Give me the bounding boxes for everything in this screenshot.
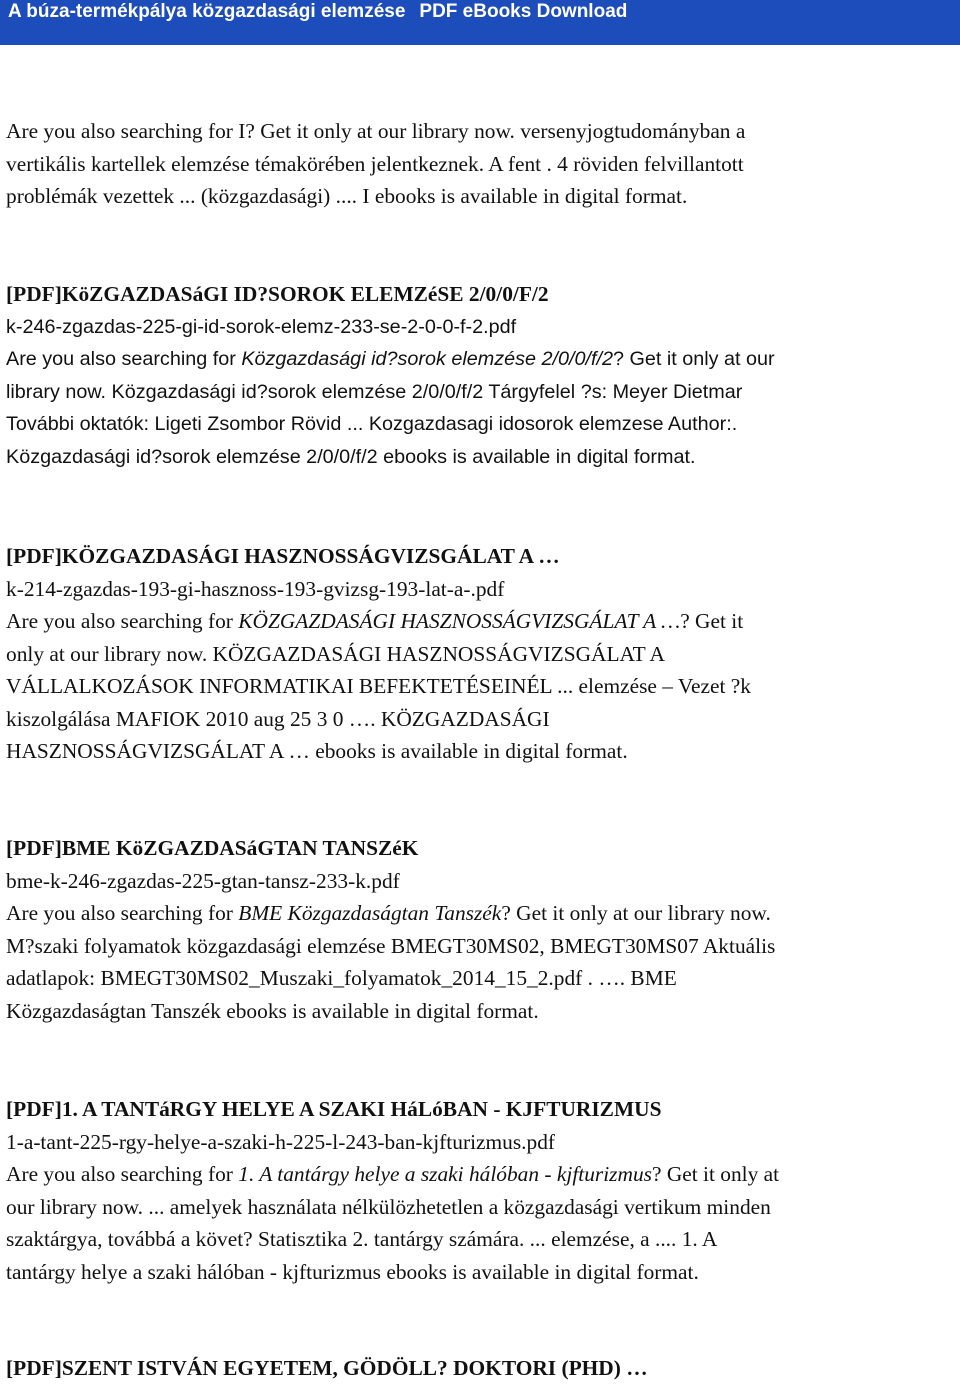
result-title[interactable]: [PDF]SZENT ISTVÁN EGYETEM, GÖDÖLL? DOKTORI (PHD) …	[6, 1356, 648, 1380]
body-line: M?szaki folyamatok közgazdasági elemzése BMEGT30MS02, BMEGT30MS07 Aktuális	[6, 933, 776, 958]
search-term: Közgazdasági id?sorok elemzése 2/0/0/f/2	[241, 348, 613, 370]
body-line: VÁLLALKOZÁSOK INFORMATIKAI BEFEKTETÉSEINÉL ... elemzése – Vezet ?k	[6, 674, 751, 698]
result-title[interactable]: [PDF]KÖZGAZDASÁGI HASZNOSSÁGVIZSGÁLAT A …	[6, 544, 560, 568]
body-line: Közgazdaságtan Tanszék ebooks is available in digital format.	[6, 998, 539, 1023]
header-title: A búza-termékpálya közgazdasági elemzése	[8, 1, 406, 22]
result-entry	[6, 832, 951, 1027]
intro-paragraph	[6, 115, 951, 213]
result-filename: 1-a-tant-225-rgy-helye-a-szaki-h-225-l-243-ban-kjfturizmus.pdf	[6, 1129, 556, 1154]
result-title[interactable]: [PDF]KöZGAZDASáGI ID?SOROK ELEMZéSE 2/0/0/F/2	[6, 282, 549, 306]
result-entry	[6, 1352, 951, 1385]
body-line: adatlapok: BMEGT30MS02_Muszaki_folyamatok_2014_15_2.pdf . …. BME	[6, 966, 677, 990]
result-title[interactable]: [PDF]1. A TANTáRGY HELYE A SZAKI HáLóBAN - KJFTURIZMUS	[6, 1097, 662, 1121]
body-line: További oktatók: Ligeti Zsombor Rövid ... Kozgazdasagi idosorok elemzese Author:.	[6, 413, 738, 435]
header-subtitle: PDF eBooks Download	[419, 1, 628, 22]
body-line: our library now. ... amelyek használata nélkülözhetetlen a közgazdasági vertikum minden	[6, 1194, 771, 1219]
result-entry	[6, 1093, 951, 1288]
intro-line: Are you also searching for I? Get it only at our library now. versenyjogtudományban a	[6, 119, 746, 143]
body-line: Közgazdasági id?sorok elemzése 2/0/0/f/2 ebooks is available in digital format.	[6, 445, 696, 468]
body-line: kiszolgálása MAFIOK 2010 aug 25 3 0 …. KÖZGAZDASÁGI	[6, 706, 550, 731]
page-header	[0, 0, 960, 45]
intro-line: vertikális kartellek elemzése témakörében jelentkeznek. A fent . 4 röviden felvillantott	[6, 151, 744, 176]
result-filename: k-214-zgazdas-193-gi-hasznoss-193-gvizsg-193-lat-a-.pdf	[6, 576, 505, 601]
body-line: tantárgy helye a szaki hálóban - kjfturizmus ebooks is available in digital format.	[6, 1259, 699, 1284]
search-line: Are you also searching for 1. A tantárgy helye a szaki hálóban - kjfturizmus? Get it only at	[6, 1162, 780, 1186]
intro-line: problémák vezettek ... (közgazdasági) .... I ebooks is available in digital format.	[6, 184, 688, 208]
body-line: HASZNOSSÁGVIZSGÁLAT A … ebooks is available in digital format.	[6, 739, 628, 763]
result-title[interactable]: [PDF]BME KöZGAZDASáGTAN TANSZéK	[6, 836, 419, 860]
search-line: Are you also searching for Közgazdasági id?sorok elemzése 2/0/0/f/2? Get it only at our	[6, 348, 775, 370]
search-term: BME Közgazdaságtan Tanszék	[238, 901, 502, 925]
search-line: Are you also searching for KÖZGAZDASÁGI HASZNOSSÁGVIZSGÁLAT A …? Get it	[6, 609, 744, 633]
result-filename: bme-k-246-zgazdas-225-gtan-tansz-233-k.pdf	[6, 868, 400, 893]
result-filename: k-246-zgazdas-225-gi-id-sorok-elemz-233-se-2-0-0-f-2.pdf	[6, 315, 517, 338]
body-line: only at our library now. KÖZGAZDASÁGI HASZNOSSÁGVIZSGÁLAT A	[6, 641, 665, 666]
result-entry	[6, 278, 951, 473]
search-term: KÖZGAZDASÁGI HASZNOSSÁGVIZSGÁLAT A …	[238, 609, 681, 633]
body-line: szaktárgya, továbbá a követ? Statisztika 2. tantárgy számára. ... elemzése, a .... 1. A	[6, 1227, 718, 1251]
result-entry	[6, 540, 951, 768]
body-line: library now. Közgazdasági id?sorok elemzése 2/0/0/f/2 Tárgyfelel ?s: Meyer Dietmar	[6, 380, 743, 403]
search-line: Are you also searching for BME Közgazdaságtan Tanszék? Get it only at our library now.	[6, 901, 771, 925]
search-term: 1. A tantárgy helye a szaki hálóban - kjfturizmus	[238, 1162, 652, 1186]
